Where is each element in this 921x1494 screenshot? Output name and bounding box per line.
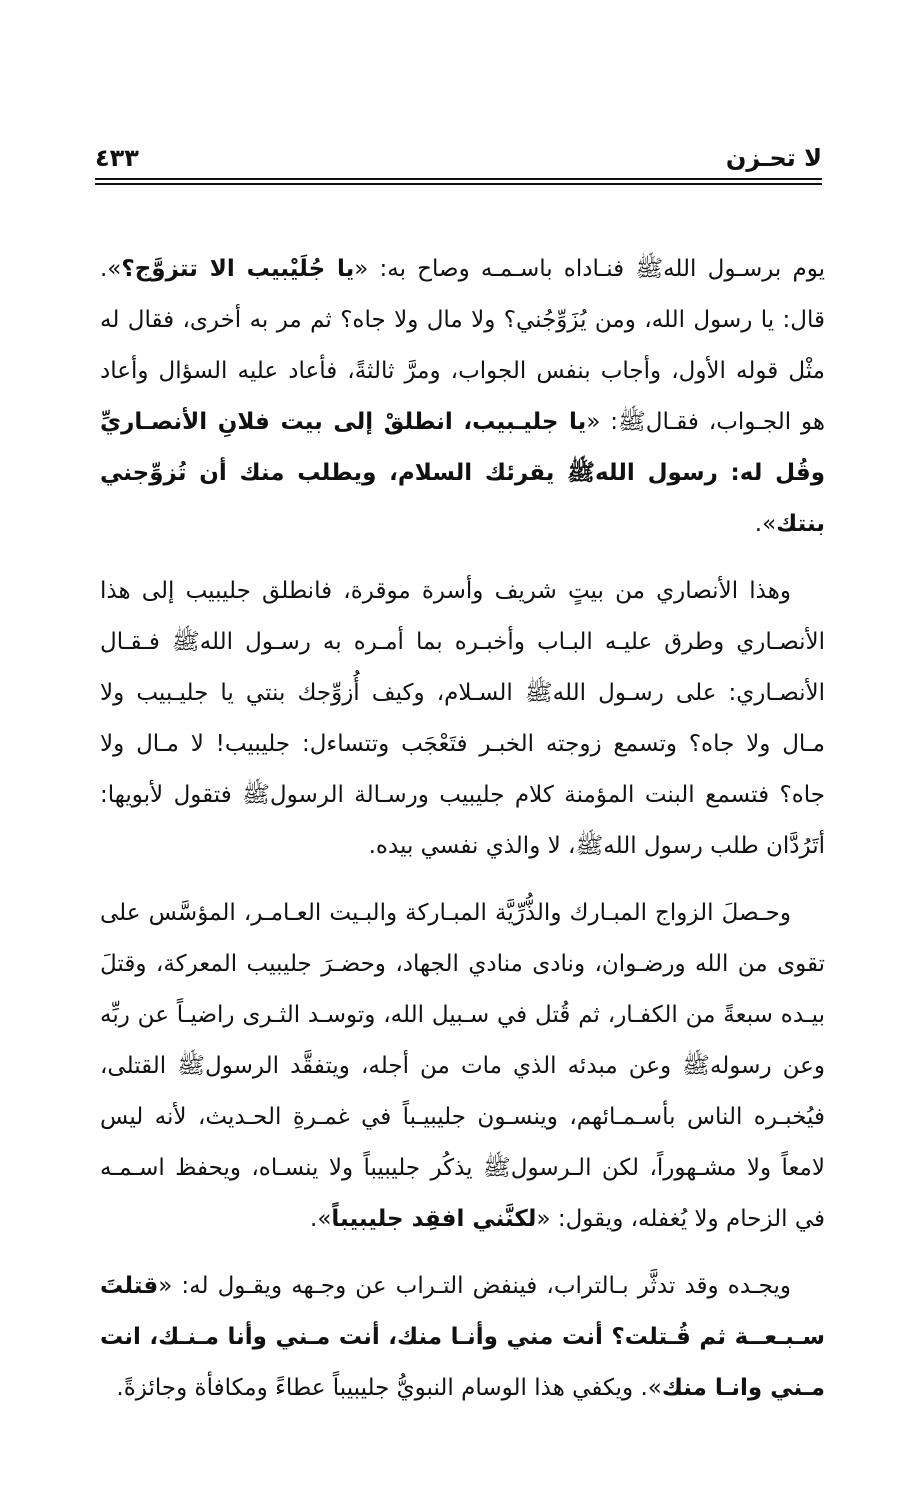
text-segment: ويجـده وقد تدثَّر بـالتراب، فينفض التـراب عن وجـهه ويقـول له: « — [158, 1273, 791, 1299]
bold-quote: قتلتَ سـبـعــة ثم قُـتلت؟ أنت مني وأنـا منك، أنت مـني وأنا مـنـك، انت مـني وانـا منك — [100, 1273, 825, 1401]
text-segment: ». ويكفي هذا الوسام النبويُّ جليبيباً عطاءً ومكافأة وجائزةً. — [116, 1375, 662, 1401]
paragraph — [100, 566, 825, 872]
text-segment: ». — [310, 1206, 332, 1232]
text-segment: يوم برسـول اللهﷺ فنـاداه باسـمـه وصاح به: « — [354, 256, 825, 282]
text-segment: ». — [754, 511, 777, 537]
running-title: لا تحـزن — [725, 144, 822, 172]
paragraph — [100, 244, 825, 550]
text-segment: ». قال: يا رسول الله، ومن يُزَوِّجُني؟ ولا مال ولا جاه؟ ثم مر به أخرى، فقال له مثْل قوله الأول، وأجاب بنفس الجواب، ومرَّ ثالثةً، فأعاد عليه السؤال وأعاد هو الجـواب، فقـالﷺ: « — [100, 256, 825, 435]
text-segment: وحـصلَ الزواج المبـارك والذُّرِّيَّة المبـاركة والبـيت العـامـر، المؤسَّس على تقوى من الله ورضـوان، ونادى منادي الجهاد، وحضـرَ جليبيب المعركة، وقتلَ بيـده سبعةً من الكفـار، ثم قُتل في سـبيل الله، وتوسـد الثـرى راضيـاً عن ربِّه وعن رسولهﷺ وعن مبدئه الذي مات من أجله، ويتفقَّد الرسولﷺ القتلى، فيُخبـره الناس بأسـمـائهم، وينسـون جليبيـباً في غمـرةِ الحـديث، لأنه ليس لامعاً ولا مشـهوراً، لكن الـرسولﷺ يذكُر جليبيباً ولا ينسـاه، ويحفظ اسـمـه في الزحام ولا يُغفله، ويقول: « — [100, 900, 825, 1232]
page-header — [95, 142, 822, 182]
header-rule-bottom — [95, 183, 822, 185]
bold-quote: يا جليـبيب، انطلقْ إلى بيت فلانِ الأنصـاريِّ وقُل له: رسول اللهﷺ يقرئك السلام، ويطلب منك أن تُزوِّجني بنتك — [100, 409, 825, 537]
paragraph — [100, 888, 825, 1245]
page-number: ٤٣٣ — [95, 144, 139, 172]
paragraph — [100, 1261, 825, 1414]
bold-quote: يا جُلَيْبيب الا تتزوَّج؟ — [121, 256, 355, 282]
text-segment: وهذا الأنصاري من بيتٍ شريف وأسرة موقرة، فانطلق جليبيب إلى هذا الأنصـاري وطرق عليـه البـاب وأخبـره بما أمـره به رسـول اللهﷺ فـقـال الأنصـاري: على رسـول اللهﷺ السـلام، وكيف أُزوِّجك بنتي يا جليـبيب ولا مـال ولا جاه؟ وتسمع زوجته الخبـر فتَعْجَب وتتساءل: جليبيب! لا مـال ولا جاه؟ فتسمع البنت المؤمنة كلام جليبيب ورسـالة الرسولﷺ فتقول لأبويها: أتَرُدَّان طلب رسول اللهﷺ، لا والذي نفسي بيده. — [100, 578, 825, 859]
header-rule-top — [95, 178, 822, 180]
main-text — [100, 244, 825, 1430]
bold-quote: لكنَّني افقِد جليبيباً — [331, 1206, 537, 1232]
